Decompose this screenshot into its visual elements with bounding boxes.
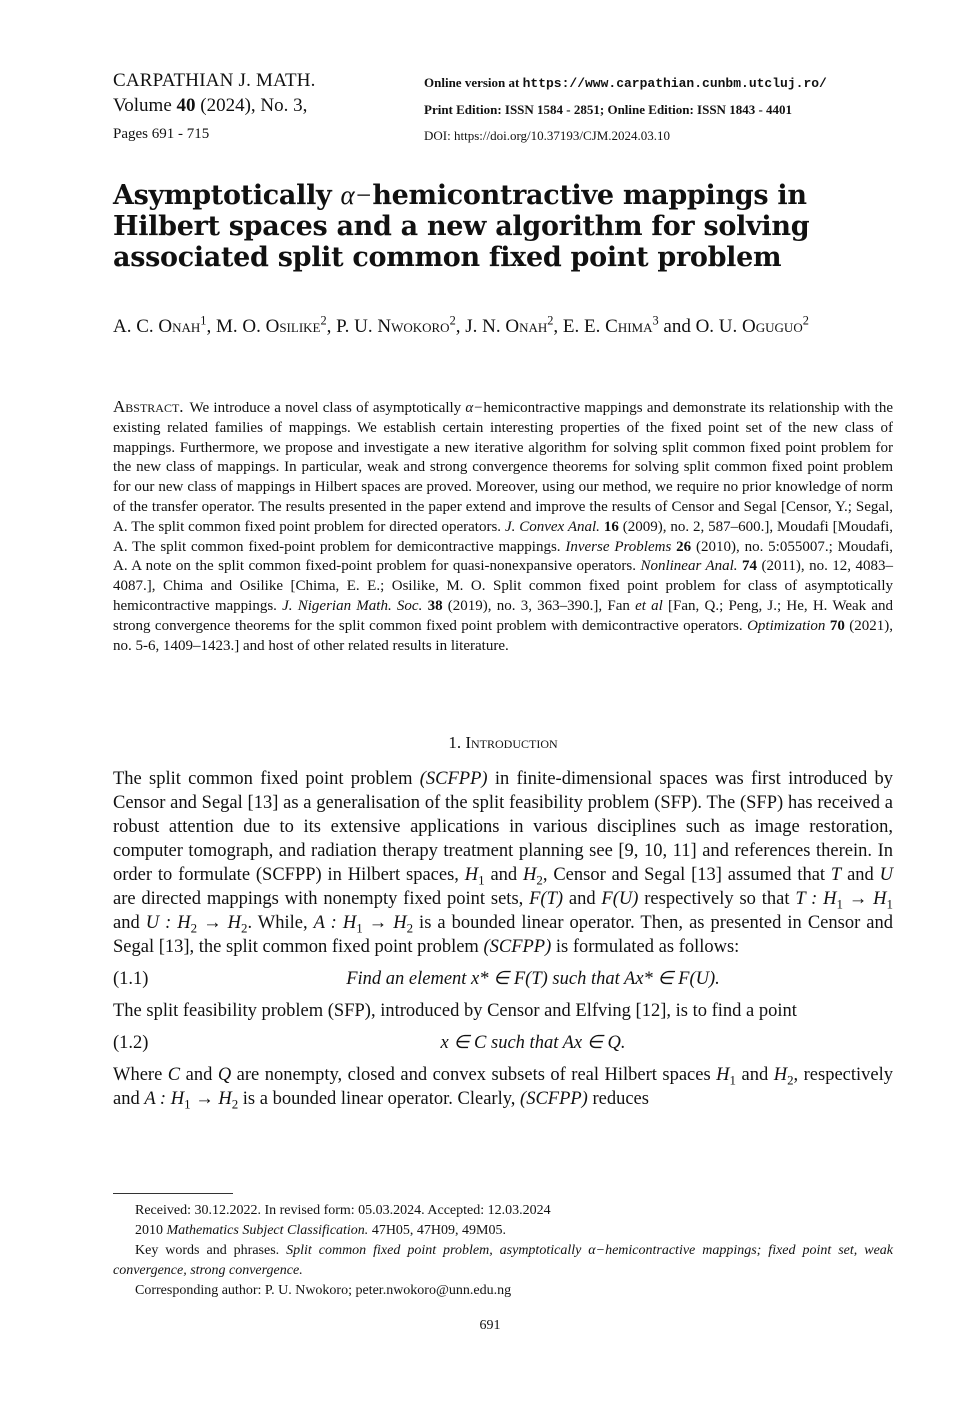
online-version: Online version at https://www.carpathian.cunbm.utcluj.ro/ (424, 75, 827, 91)
introduction-body (113, 767, 893, 1111)
journal-header (113, 68, 403, 146)
journal-pages: Pages 691 - 715 (113, 126, 210, 142)
abstract-heading: Abstract. (113, 397, 184, 416)
footnote-keywords: Key words and phrases. Split common fixed point problem, asymptotically α−hemicontractive mappings; fixed point set, weak convergence, strong convergence. (113, 1243, 893, 1278)
equation-1-2: (1.2) x ∈ C such that Ax ∈ Q. (113, 1033, 626, 1053)
abstract: Abstract. We introduce a novel class of asymptotically α−hemicontractive mappings and demonstrate its relationship with the existing related families of mappings. We establish certain interesting properties of the fixed point set of the new class of mappings. Furthermore, we propose and investigate a new iterative algorithm for solving split common fixed point problem for the new class of mappings. In particular, weak and strong convergence theorems for solving split common fixed point problem for our new class of mappings in Hilbert spaces are proved. Moreover, using our method, we require no prior knowledge of norm of the transfer operator. The results presented in the paper extend and improve the results of Censor and Segal [Censor, Y.; Segal, A. The split common fixed point problem for directed operators. J. Convex Anal. 16 (2009), no. 2, 587–600.], Moudafi [Moudafi, A. The split common fixed-point problem for demicontractive mappings. Inverse Problems 26 (2010), no. 5:055007.; Moudafi, A. A note on the split common fixed-point problem for quasi-nonexpansive operators. Nonlinear Anal. 74 (2011), no. 12, 4083–4087.], Chima and Osilike [Chima, E. E.; Osilike, M. O. Split common fixed point problem for class of asymptotically hemicontractive mappings. J. Nigerian Math. Soc. 38 (2019), no. 3, 363–390.], Fan et al [Fan, Q.; Peng, J.; He, H. Weak and strong convergence theorems for the split common fixed point problem with demicontractive operators. Optimization 70 (2021), no. 5-6, 1409–1423.] and host of other related results in literature. (113, 397, 894, 654)
edition-info (424, 70, 894, 149)
footnote-corresponding: Corresponding author: P. U. Nwokoro; peter.nwokoro@unn.edu.ng (135, 1283, 512, 1298)
equation-1-1: (1.1) Find an element x* ∈ F(T) such that Ax* ∈ F(U). (113, 969, 720, 989)
authors: A. C. Onah$^1$, M. O. Osilike$^2$, P. U. Nwokoro$^2$, J. N. Onah$^2$, E. E. Chima$^3$ and O. U. Oguguo$^2$ (113, 313, 809, 337)
paper-title: Asymptotically α−hemicontractive mappings in Hilbert spaces and a new algorithm for solving associated split common fixed point problem (113, 180, 810, 273)
print-edition: Print Edition: ISSN 1584 - 2851; Online Edition: ISSN 1843 - 4401 (424, 102, 793, 117)
footnote-rule (113, 1193, 233, 1194)
doi[interactable]: DOI: https://doi.org/10.37193/CJM.2024.03.10 (424, 128, 671, 143)
journal-name: CARPATHIAN J. MATH. (113, 70, 316, 91)
online-url[interactable]: https://www.carpathian.cunbm.utcluj.ro/ (522, 76, 827, 91)
journal-volume: Volume 40 (2024), No. 3, (113, 95, 308, 116)
footnotes (113, 1201, 893, 1301)
section-heading: 1. Introduction (448, 733, 558, 752)
page-number: 691 (479, 1318, 501, 1333)
intro-paragraph-3: Where C and Q are nonempty, closed and convex subsets of real Hilbert spaces $H_1$ and $H_2$, respectively and A : $H_1 \to H_2$ is a bounded linear operator. Clearly, (SCFPP) reduces (113, 1065, 894, 1112)
footnote-msc: 2010 Mathematics Subject Classification. 47H05, 47H09, 49M05. (135, 1223, 506, 1238)
intro-paragraph-2: The split feasibility problem (SFP), introduced by Censor and Elfving [12], is to find a point (113, 1001, 797, 1021)
intro-paragraph-1: The split common fixed point problem (SCFPP) in finite-dimensional spaces was first introduced by Censor and Segal [13] as a generalisation of the split feasibility problem (SFP). The (SFP) has received a robust attention due to its extensive applications in various disciplines such as image restoration, computer tomograph, and radiation therapy treatment planning see [9, 10, 11] and references therein. In order to formulate (SCFPP) in Hilbert spaces, $H_1$ and $H_2$, Censor and Segal [13] assumed that T and U are directed mappings with nonempty fixed point sets, F(T) and F(U) respectively so that T : $H_1 \to H_1$ and U : $H_2 \to H_2$. While, A : $H_1 \to H_2$ is a bounded linear operator. Then, as presented in Censor and Segal [13], the split common fixed point problem (SCFPP) is formulated as follows: (113, 769, 893, 957)
footnote-received: Received: 30.12.2022. In revised form: 05.03.2024. Accepted: 12.03.2024 (135, 1203, 551, 1218)
